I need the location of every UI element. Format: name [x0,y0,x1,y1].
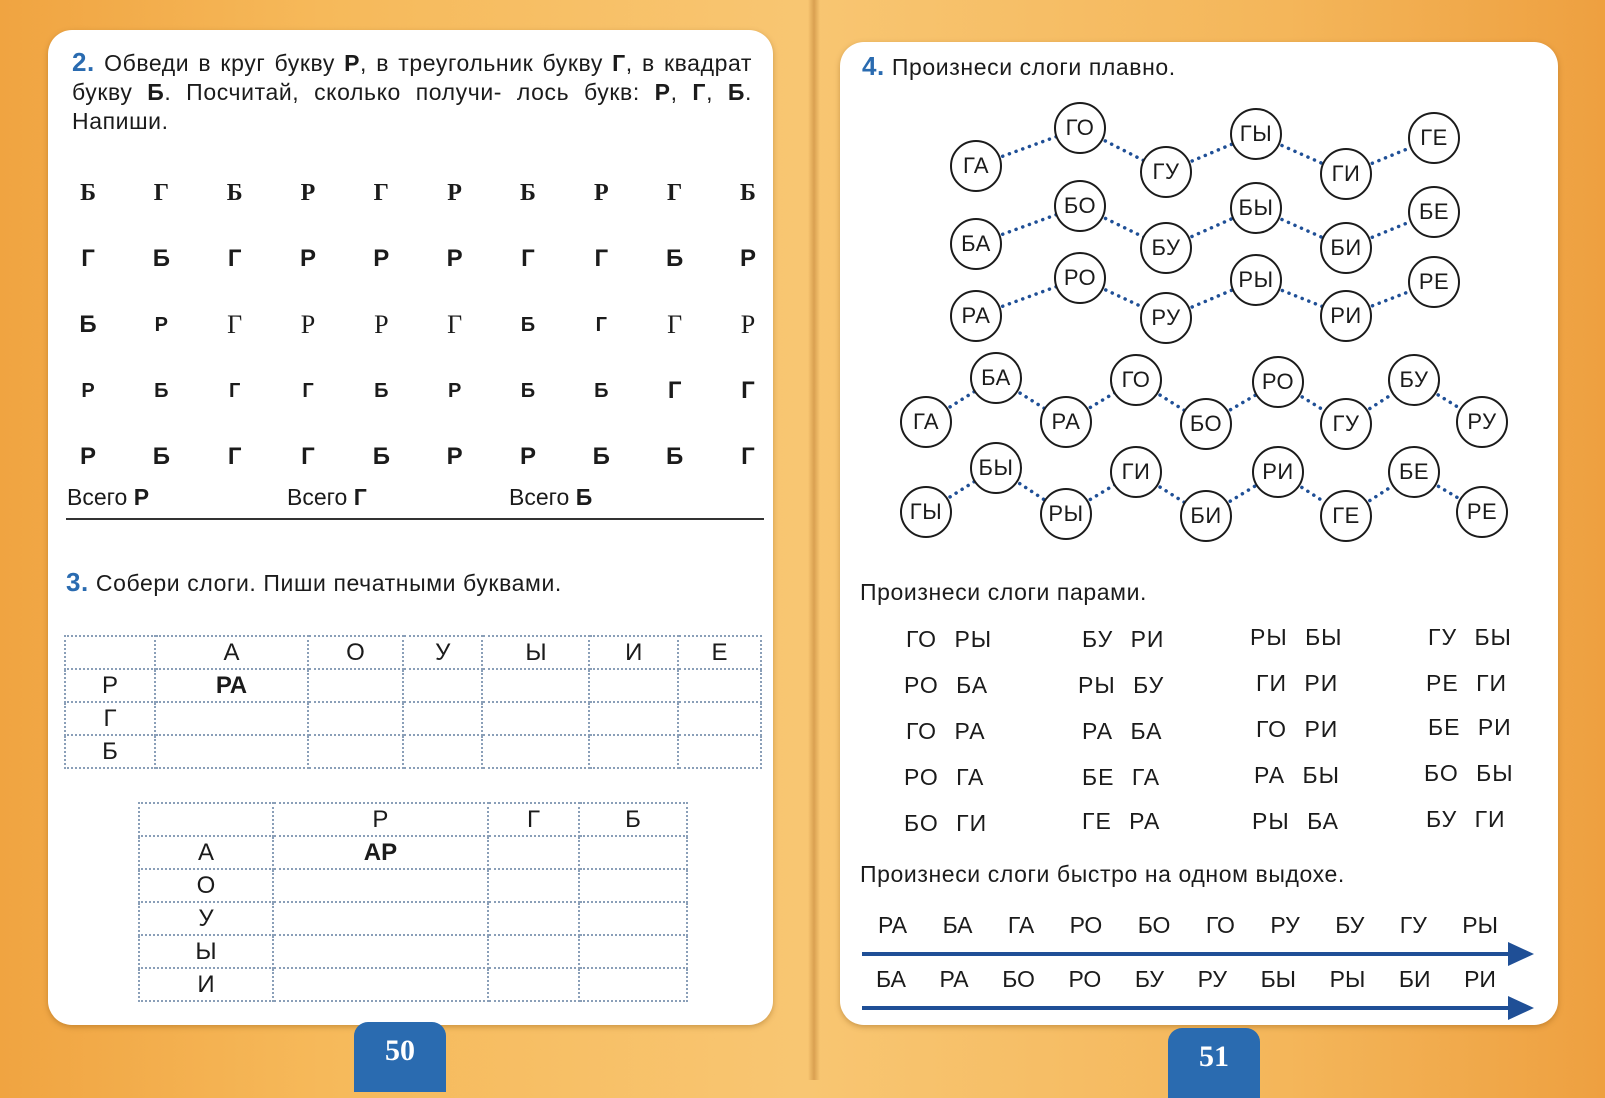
fast-syllable: РУ [1197,966,1228,992]
row-header: У [139,902,273,935]
fast-syllable: РЫ [1462,912,1498,938]
grid-letter[interactable]: Г [667,377,682,404]
syllable-pair: РО ГА [904,764,985,790]
letter-g-bold: Г [692,79,707,105]
grid-letter[interactable]: Г [666,179,683,206]
fast-syllable: РА [939,966,969,992]
task4-number: 4. [862,51,885,81]
grid-letter[interactable]: Б [666,245,684,272]
answer-cell[interactable]: АР [273,836,488,869]
grid-letter[interactable]: Б [372,443,390,470]
task2-text: , [706,79,728,105]
syllable-circle[interactable]: ГУ [1140,146,1192,198]
row-header: И [139,968,273,1001]
task2-text: , в треугольник букву [360,50,603,76]
syllable-circle[interactable]: РЕ [1408,256,1460,308]
fast-syllable: ГУ [1399,912,1427,938]
page-number-50: 50 [354,1022,446,1092]
row-header: А [139,836,273,869]
total-label: Всего [509,484,576,510]
syllable-circle[interactable]: РА [950,290,1002,342]
row-header: Р [65,669,155,702]
syllable-circle[interactable]: РЫ [1230,254,1282,306]
fast-row [878,912,1498,939]
total-letter: Р [133,484,150,510]
syllable-pair: РЫ БУ [1078,672,1165,698]
table-header: У [403,636,482,669]
fast-syllable: РЫ [1329,966,1366,992]
syllable-circle[interactable]: БЕ [1408,186,1460,238]
arrow-head-icon [1508,996,1534,1020]
syllable-circle[interactable]: БИ [1180,490,1232,542]
table-header: Ы [482,636,589,669]
grid-letter[interactable]: Б [152,245,170,272]
fast-syllable: БО [1002,966,1035,992]
grid-letter[interactable]: Р [373,245,390,272]
syllable-circle[interactable]: РУ [1456,396,1508,448]
grid-letter[interactable]: Б [520,179,536,206]
syllable-pair: ГО РА [906,718,986,744]
grid-letter[interactable]: Р [299,245,316,272]
task2-text: лось букв: [516,79,655,105]
fast-row [876,966,1496,993]
grid-letter[interactable]: Р [593,179,609,206]
fast-syllable: БУ [1134,966,1164,992]
grid-letter[interactable]: Г [373,179,389,206]
arrow-line [862,952,1512,956]
syllable-circle[interactable]: РУ [1140,292,1192,344]
grid-letter[interactable]: Г [741,377,755,404]
syllable-circle[interactable]: РИ [1252,446,1304,498]
syllable-pair: РА БЫ [1254,762,1340,788]
fast-syllable: БА [942,912,973,938]
grid-letter[interactable]: Г [153,179,169,206]
syllable-circle[interactable]: ГЕ [1320,490,1372,542]
grid-letter[interactable]: Г [227,443,242,470]
syllable-pair: ГУ БЫ [1428,624,1512,650]
fast-syllable: ГА [1007,912,1035,938]
row-header: О [139,869,273,902]
task2-text: . Посчитай, сколько получи- [164,79,503,105]
pairs-title: Произнеси слоги парами. [860,579,1148,605]
grid-letter[interactable]: Б [226,179,243,206]
syllable-pair: ГО РИ [1256,716,1339,742]
table-header: Р [273,803,488,836]
syllable-circle[interactable]: ГА [900,396,952,448]
syllable-circle[interactable]: БЕ [1388,446,1440,498]
syllable-circle[interactable]: РО [1054,252,1106,304]
syllable-pair: РА БА [1082,718,1163,744]
task3-number: 3. [66,567,89,597]
grid-letter[interactable]: Г [227,310,243,339]
grid-letter[interactable]: Б [152,443,170,470]
task2-text: , в квадрат букву [72,50,752,105]
syllable-pair: ГО РЫ [906,626,993,652]
fast-syllable: РУ [1270,912,1300,938]
syllable-circle[interactable]: ГЕ [1408,112,1460,164]
letter-r-bold: Р [344,50,361,76]
row-header: Ы [139,935,273,968]
syllable-pair: ГИ РИ [1256,670,1339,696]
syllable-pair: РЫ БЫ [1250,624,1343,650]
table-header: О [308,636,403,669]
grid-letter[interactable]: Р [446,245,463,272]
grid-letter[interactable]: Р [374,310,389,339]
grid-letter[interactable]: Б [154,379,169,402]
grid-letter[interactable]: Г [667,310,683,339]
grid-letter[interactable]: Б [79,311,97,338]
grid-letter[interactable]: Г [594,245,609,272]
grid-letter[interactable]: Б [520,313,536,336]
grid-letter[interactable]: Г [301,443,315,470]
answer-cell[interactable]: РА [155,669,308,702]
grid-letter[interactable]: Б [80,179,96,206]
table-header: И [589,636,678,669]
syllable-circle[interactable]: ГЫ [1230,108,1282,160]
syllable-circle[interactable]: РИ [1320,290,1372,342]
total-label: Всего [67,484,134,510]
row-header: Г [65,702,155,735]
syllable-circle[interactable]: ГИ [1320,148,1372,200]
grid-letter[interactable]: Б [592,443,610,470]
letter-b-bold: Б [147,79,165,105]
grid-letter[interactable]: Р [154,313,168,336]
grid-letter[interactable]: Р [447,179,462,206]
grid-letter[interactable]: Р [740,310,756,339]
grid-letter[interactable]: Б [666,443,684,470]
arrow-line [862,1006,1512,1010]
fast-syllable: РА [878,912,908,938]
grid-letter[interactable]: Р [79,443,96,470]
letter-g-bold: Г [612,50,626,76]
syllable-circle[interactable]: РО [1252,356,1304,408]
syllable-circle[interactable]: БЫ [970,442,1022,494]
task2-text: , [670,79,693,105]
syllable-pair: РЫ БА [1252,808,1340,834]
fast-syllable: ГО [1205,912,1235,938]
grid-letter[interactable]: Р [300,179,316,206]
syllable-circle[interactable]: БЫ [1230,182,1282,234]
table-header: Е [678,636,761,669]
syllable-pair: БО БЫ [1424,760,1514,786]
grid-letter[interactable]: Б [520,379,536,402]
letter-b-bold: Б [727,79,745,105]
syllable-circle[interactable]: ГО [1054,102,1106,154]
syllable-circle[interactable]: ГУ [1320,398,1372,450]
syllable-circle[interactable]: БУ [1388,354,1440,406]
syllable-pair: БО ГИ [904,810,988,836]
syllable-circle[interactable]: БА [970,352,1022,404]
syllable-circle[interactable]: РА [1040,396,1092,448]
syllable-circle[interactable]: РЕ [1456,486,1508,538]
task2-text: . Напиши. [72,79,752,134]
fast-syllable: БЫ [1260,966,1297,992]
syllable-circle[interactable]: БО [1054,180,1106,232]
syllable-circle[interactable]: ГО [1110,354,1162,406]
fast-title: Произнеси слоги быстро на одном выдохе. [860,861,1345,887]
table-header: Г [488,803,579,836]
fast-syllable: БИ [1398,966,1431,992]
syllable-pair: БЕ ГА [1082,764,1161,790]
grid-letter[interactable]: Р [519,443,536,470]
arrow-head-icon [1508,942,1534,966]
syllable-circle[interactable]: РЫ [1040,488,1092,540]
syllable-circle[interactable]: ГА [950,140,1002,192]
grid-letter[interactable]: Г [595,313,607,336]
syllable-circle[interactable]: БУ [1140,222,1192,274]
total-label: Всего [287,484,354,510]
grid-letter[interactable]: Г [302,379,314,402]
syllable-pair: БУ ГИ [1426,806,1506,832]
task2-text: Обведи в круг букву [104,50,345,76]
syllable-pair: РО БА [904,672,989,698]
fast-syllable: БО [1137,912,1171,938]
syllable-pair: БУ РИ [1082,626,1165,652]
grid-letter[interactable]: Б [594,379,609,402]
grid-letter[interactable]: Г [447,310,463,339]
grid-letter[interactable]: Б [374,379,389,402]
fast-syllable: БА [876,966,906,992]
fast-syllable: БУ [1335,912,1365,938]
syllable-circle[interactable]: ГЫ [900,486,952,538]
total-letter: Г [353,484,367,510]
letter-r-bold: Р [654,79,671,105]
fast-syllable: РО [1069,912,1103,938]
grid-letter[interactable]: Р [300,310,316,339]
syllable-circle[interactable]: БО [1180,398,1232,450]
task3-text: Собери слоги. Пиши печатными буквами. [95,570,562,596]
fast-syllable: РИ [1464,966,1496,992]
grid-letter[interactable]: Г [227,245,242,272]
grid-letter[interactable]: Г [741,443,755,470]
row-header: Б [65,735,155,768]
syllable-pair: ГЕ РА [1082,808,1161,834]
grid-letter[interactable]: Г [228,379,241,402]
table-header: Б [579,803,687,836]
grid-letter[interactable]: Р [81,379,95,402]
grid-letter[interactable]: Г [81,245,95,272]
task4-text: Произнеси слоги плавно. [891,54,1176,80]
page-number-51: 51 [1168,1028,1260,1098]
grid-letter[interactable]: Р [446,443,463,470]
fast-syllable: РО [1068,966,1102,992]
syllable-pair: БЕ РИ [1428,714,1512,740]
grid-letter[interactable]: Р [739,245,756,272]
grid-letter[interactable]: Г [521,245,535,272]
total-letter: Б [575,484,593,510]
syllable-circle[interactable]: ГИ [1110,446,1162,498]
task2-number: 2. [72,47,95,77]
table-header: А [155,636,308,669]
syllable-circle[interactable]: БИ [1320,222,1372,274]
grid-letter[interactable]: Б [740,179,756,206]
grid-letter[interactable]: Р [447,379,462,402]
syllable-circle[interactable]: БА [950,218,1002,270]
syllable-pair: РЕ ГИ [1426,670,1508,696]
